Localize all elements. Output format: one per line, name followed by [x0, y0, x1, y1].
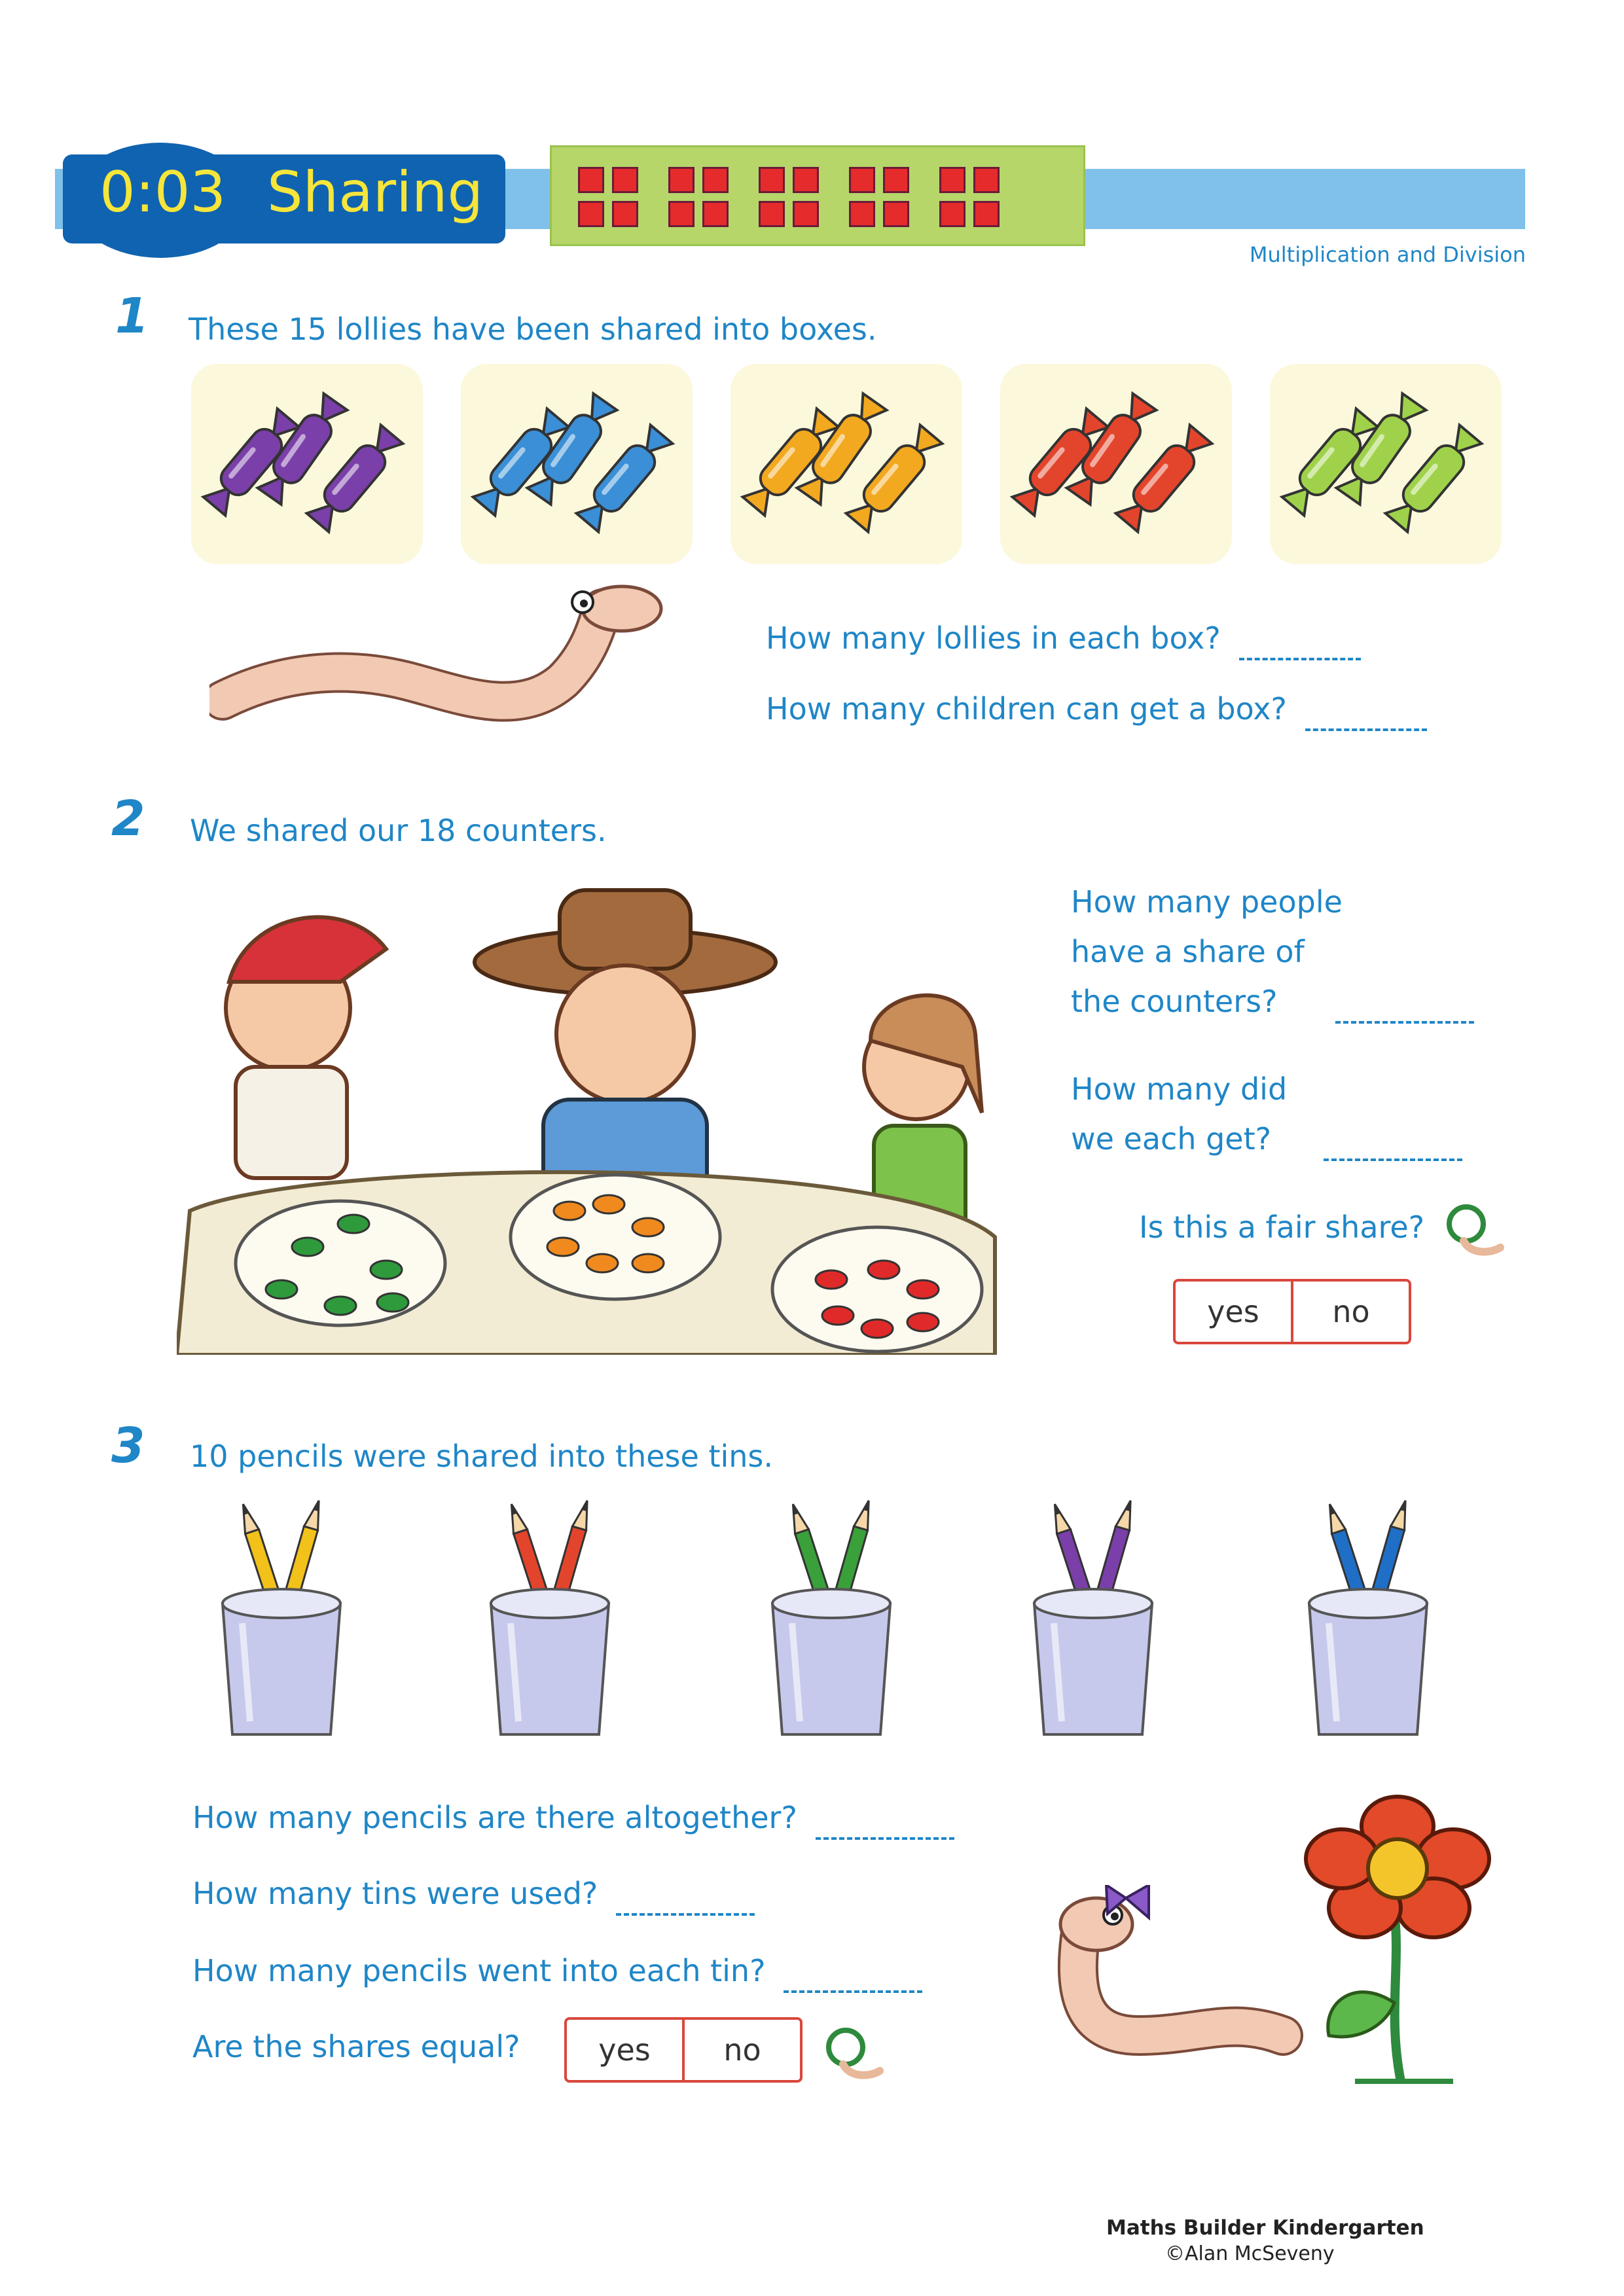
q2-question-2 — [1071, 1064, 1462, 1164]
counter — [370, 1261, 402, 1279]
no-option[interactable]: no — [682, 2020, 800, 2080]
fair-share-answer-box — [1173, 1279, 1411, 1344]
yes-option[interactable]: yes — [598, 2032, 651, 2068]
counter — [547, 1238, 579, 1256]
lolly-box — [1000, 364, 1232, 564]
counter — [822, 1306, 854, 1325]
lolly-box — [191, 364, 423, 564]
lolly-box — [731, 364, 962, 564]
counter — [377, 1293, 408, 1312]
counter — [593, 1195, 624, 1213]
q2-question-1-line-3: the counters? — [1071, 984, 1278, 1019]
equal-shares-answer-box — [564, 2017, 803, 2083]
question-1-text: These 15 lollies have been shared into boxes. — [189, 312, 877, 347]
no-option[interactable]: no — [1291, 1282, 1409, 1342]
q3-question-3 — [192, 1953, 922, 1993]
answer-blank[interactable] — [1305, 728, 1427, 731]
worm-mascot-icon — [823, 2025, 884, 2084]
q1-question-1-text: How many lollies in each box? — [766, 620, 1221, 656]
q3-question-2-text: How many tins were used? — [192, 1876, 598, 1911]
counter — [586, 1254, 618, 1272]
pencil-tin — [465, 1492, 635, 1741]
counter — [907, 1313, 939, 1331]
topic-label: Multiplication and Division — [1249, 242, 1526, 267]
square-group — [668, 167, 729, 227]
counter — [868, 1261, 899, 1279]
counter — [907, 1280, 939, 1299]
equal-shares-question: Are the shares equal? — [192, 2029, 520, 2064]
pencil-tin — [746, 1492, 916, 1741]
question-3-text: 10 pencils were shared into these tins. — [190, 1439, 774, 1474]
q2-question-2-line-1: How many did — [1071, 1071, 1288, 1107]
q3-question-1 — [192, 1800, 954, 1840]
q2-question-2-line-2-row — [1071, 1114, 1462, 1164]
pencil-tin — [1008, 1492, 1178, 1741]
question-number-2: 2 — [111, 791, 145, 847]
q3-question-2 — [192, 1876, 755, 1916]
pencil-tin — [196, 1492, 367, 1741]
question-number-3: 3 — [111, 1418, 145, 1474]
square-group — [939, 167, 1000, 227]
q1-question-2 — [766, 691, 1427, 731]
square-group — [759, 167, 819, 227]
flower-illustration — [1303, 1793, 1492, 2088]
answer-blank[interactable] — [1239, 658, 1361, 660]
counter — [266, 1280, 297, 1299]
question-2-text: We shared our 18 counters. — [190, 813, 607, 848]
pencil-tin — [1283, 1492, 1453, 1741]
answer-blank[interactable] — [1324, 1158, 1462, 1161]
lolly-box — [1270, 364, 1502, 564]
book-title: Maths Builder Kindergarten — [1106, 2216, 1424, 2240]
copyright: ©Alan McSeveny — [1165, 2242, 1335, 2265]
counter — [338, 1215, 369, 1233]
counter — [554, 1202, 585, 1220]
worm-mascot-icon — [1444, 1202, 1504, 1261]
yes-option[interactable]: yes — [1207, 1294, 1259, 1329]
worm-with-bow-illustration — [1034, 1885, 1309, 2081]
question-number-1: 1 — [115, 288, 149, 344]
page-title: Sharing — [267, 160, 484, 225]
q1-question-2-text: How many children can get a box? — [766, 691, 1287, 726]
q2-question-1-line-1: How many people — [1071, 884, 1343, 920]
square-group — [578, 167, 638, 227]
counter — [325, 1297, 356, 1315]
lolly-box — [461, 364, 693, 564]
q3-question-3-text: How many pencils went into each tin? — [192, 1953, 766, 1988]
q3-question-1-text: How many pencils are there altogether? — [192, 1800, 797, 1835]
counter — [632, 1254, 664, 1272]
q2-question-1-line-2: have a share of — [1071, 934, 1305, 969]
counter — [292, 1238, 323, 1256]
square-group — [849, 167, 909, 227]
counter — [861, 1319, 893, 1338]
q2-question-2-line-2: we each get? — [1071, 1121, 1272, 1157]
counter — [632, 1218, 664, 1236]
q1-question-1 — [766, 620, 1361, 660]
fair-share-question: Is this a fair share? — [1139, 1210, 1425, 1245]
answer-blank[interactable] — [616, 1913, 755, 1916]
worm-illustration — [209, 583, 668, 753]
q2-question-1 — [1071, 877, 1474, 1026]
answer-blank[interactable] — [816, 1837, 954, 1840]
lesson-code: 0:03 — [99, 160, 226, 225]
children-table-illustration — [177, 870, 1008, 1355]
answer-blank[interactable] — [784, 1990, 922, 1993]
counter — [816, 1270, 847, 1289]
squares-banner — [550, 145, 1085, 246]
answer-blank[interactable] — [1335, 1021, 1474, 1024]
q2-question-1-line-3-row — [1071, 977, 1474, 1026]
